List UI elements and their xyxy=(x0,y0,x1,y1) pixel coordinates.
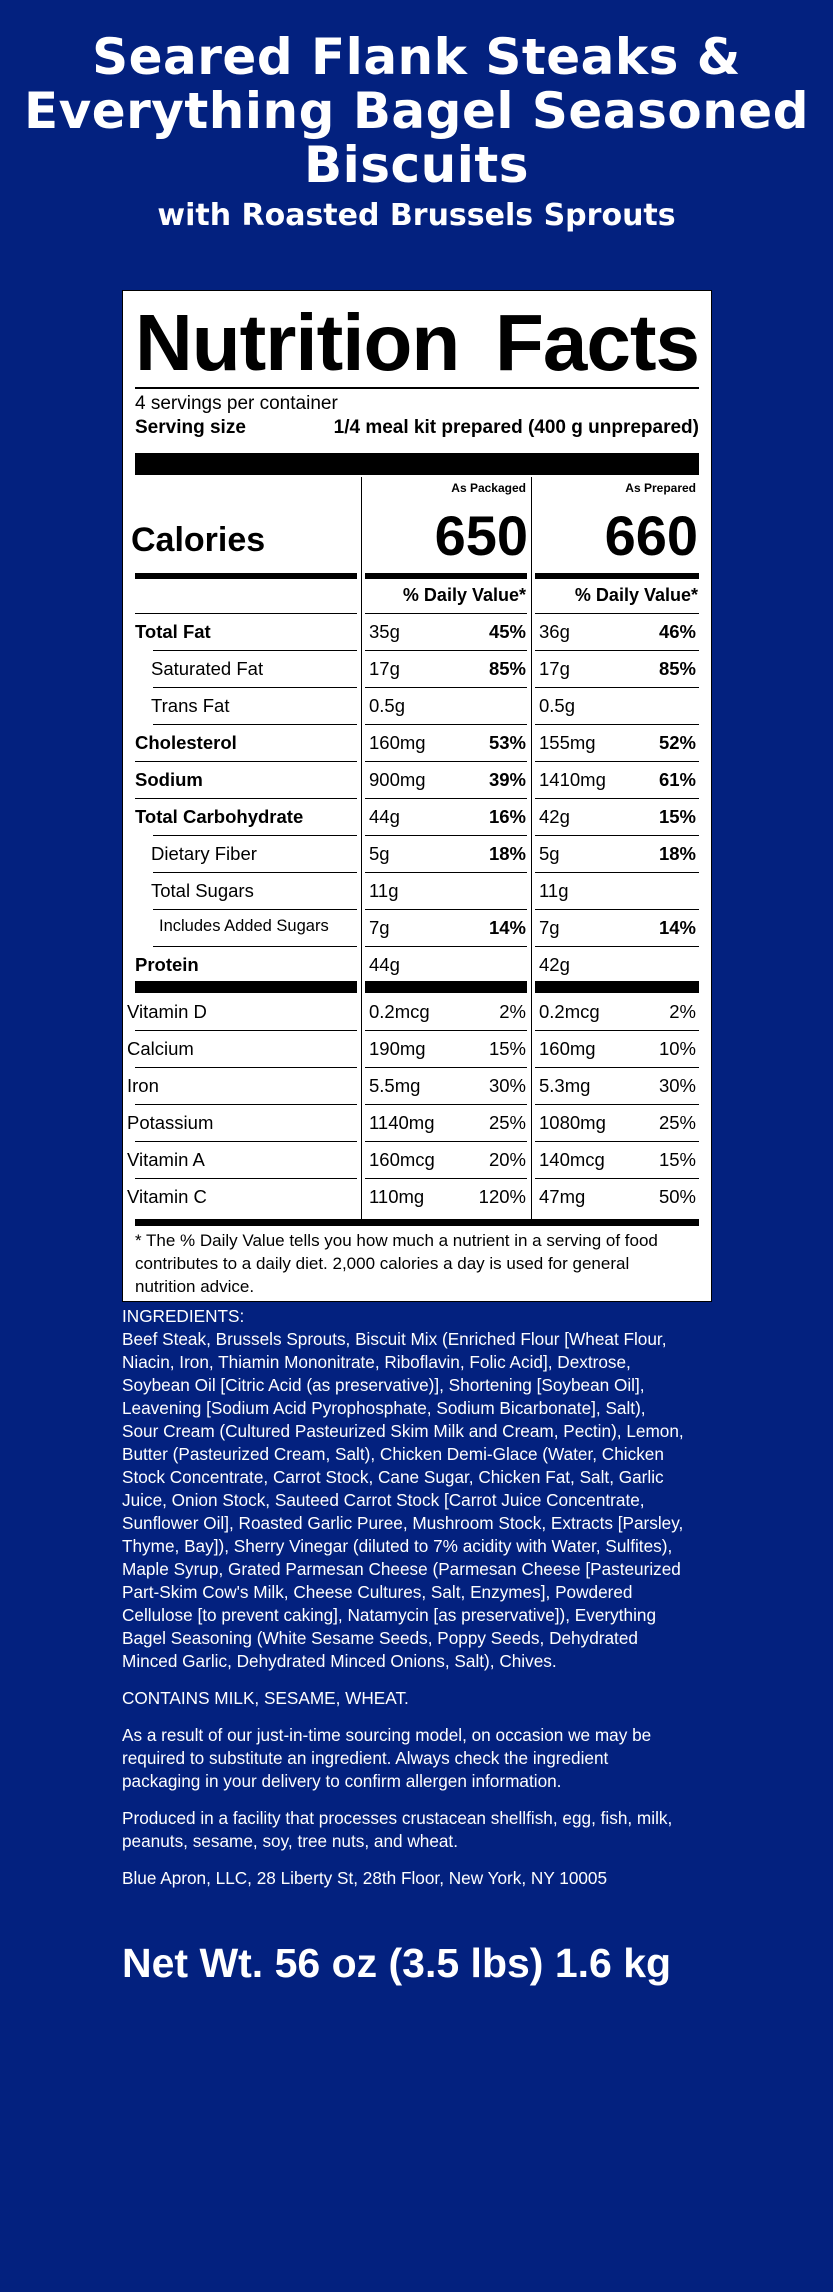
row-rule xyxy=(365,872,527,873)
row-rule xyxy=(135,1141,357,1142)
nutrient-amount-packaged: 44g xyxy=(369,806,400,827)
recipe-title xyxy=(0,30,833,236)
footnote-rule xyxy=(135,1219,699,1226)
vitamin-bar-3 xyxy=(535,981,699,993)
row-rule xyxy=(535,724,699,725)
nutrient-amount-packaged: 7g xyxy=(369,917,390,938)
nutrient-dv-prepared: 52% xyxy=(658,732,696,753)
row-rule xyxy=(535,872,699,873)
row-rule xyxy=(535,687,699,688)
vitamin-dv-packaged: 20% xyxy=(488,1149,526,1170)
row-rule xyxy=(365,835,527,836)
nutrient-amount-prepared: 155mg xyxy=(539,732,596,753)
nutrient-name: Total Sugars xyxy=(151,880,254,901)
ingredient-line: Niacin, Iron, Thiamin Mononitrate, Riboflavin, Folic Acid], Dextrose, xyxy=(122,1352,631,1372)
vitamin-amount-prepared: 140mcg xyxy=(539,1149,605,1170)
ingredients-section xyxy=(122,1305,722,1904)
col-header-packaged: As Packaged xyxy=(451,481,526,495)
vitamin-amount-packaged: 160mcg xyxy=(369,1149,435,1170)
row-rule xyxy=(365,687,527,688)
heading-rule xyxy=(135,387,699,389)
sourcing-line: As a result of our just-in-time sourcing model, on occasion we may be xyxy=(122,1725,652,1745)
nutrient-dv-packaged: 18% xyxy=(488,843,526,864)
ingredient-line: Beef Steak, Brussels Sprouts, Biscuit Mix (Enriched Flour [Wheat Flour, xyxy=(122,1329,667,1349)
vitamin-name: Vitamin A xyxy=(127,1149,205,1170)
calories-rule-1 xyxy=(135,573,357,579)
row-rule xyxy=(365,1104,527,1105)
nutrient-dv-packaged: 45% xyxy=(488,621,526,642)
footnote-line: contributes to a daily diet. 2,000 calories a day is used for general xyxy=(135,1254,630,1273)
nutrient-amount-prepared: 17g xyxy=(539,658,570,679)
facility-line: peanuts, sesame, soy, tree nuts, and wheat. xyxy=(122,1831,458,1851)
nutrient-amount-prepared: 11g xyxy=(539,880,569,901)
row-rule xyxy=(535,946,699,947)
row-rule xyxy=(365,724,527,725)
nutrient-amount-packaged: 5g xyxy=(369,843,390,864)
nutrient-name: Trans Fat xyxy=(151,695,230,716)
nutrient-amount-prepared: 36g xyxy=(539,621,570,642)
calories-label: Calories xyxy=(131,521,266,559)
calories-prepared: 660 xyxy=(604,504,698,567)
vitamin-name: Vitamin C xyxy=(127,1186,207,1207)
row-rule xyxy=(535,909,699,910)
vitamin-dv-packaged: 15% xyxy=(488,1038,526,1059)
vitamin-amount-prepared: 0.2mcg xyxy=(539,1001,600,1022)
nutrient-amount-packaged: 160mg xyxy=(369,732,426,753)
vitamin-dv-packaged: 2% xyxy=(499,1001,526,1022)
serving-size-row xyxy=(135,417,699,439)
sourcing-line: required to substitute an ingredient. Always check the ingredient xyxy=(122,1748,609,1768)
recipe-subtitle: with Roasted Brussels Sprouts xyxy=(157,198,676,233)
row-rule xyxy=(153,946,357,947)
vitamin-amount-prepared: 5.3mg xyxy=(539,1075,591,1096)
nutrient-amount-packaged: 0.5g xyxy=(369,695,406,716)
nutrient-dv-packaged: 16% xyxy=(488,806,526,827)
ingredient-line: Minced Garlic, Dehydrated Minced Onions, Salt), Chives. xyxy=(122,1651,557,1671)
vitamin-name: Vitamin D xyxy=(127,1001,207,1022)
row-rule xyxy=(365,798,527,799)
serving-bar xyxy=(135,453,699,475)
ingredient-line: Juice, Onion Stock, Sauteed Carrot Stock [Carrot Juice Concentrate, xyxy=(122,1490,645,1510)
vitamin-dv-packaged: 25% xyxy=(488,1112,526,1133)
dv-rule-2 xyxy=(365,613,527,614)
row-rule xyxy=(153,872,357,873)
company-address: Blue Apron, LLC, 28 Liberty St, 28th Floor, New York, NY 10005 xyxy=(122,1868,608,1888)
ingredient-line: Cellulose [to prevent caking], Natamycin [as preservative]), Everything xyxy=(122,1605,657,1625)
serving-size-label: Serving size xyxy=(135,417,246,438)
row-rule xyxy=(535,1067,699,1068)
ingredient-line: Butter (Pasteurized Cream, Salt), Chicken Demi-Glace (Water, Chicken xyxy=(122,1444,664,1464)
vitamin-amount-packaged: 5.5mg xyxy=(369,1075,421,1096)
nutrient-dv-packaged: 14% xyxy=(488,917,526,938)
ingredient-line: Sunflower Oil], Roasted Garlic Puree, Mushroom Stock, Extracts [Parsley, xyxy=(122,1513,684,1533)
nutrient-amount-packaged: 900mg xyxy=(369,769,426,790)
nutrient-amount-packaged: 11g xyxy=(369,880,399,901)
nutrient-dv-packaged: 39% xyxy=(488,769,526,790)
facility-line: Produced in a facility that processes crustacean shellfish, egg, fish, milk, xyxy=(122,1808,673,1828)
ingredients-heading: INGREDIENTS: xyxy=(122,1306,245,1326)
nutrient-amount-prepared: 5g xyxy=(539,843,560,864)
nutrient-amount-packaged: 44g xyxy=(369,954,400,975)
vitamin-dv-prepared: 50% xyxy=(658,1186,696,1207)
vitamin-amount-packaged: 190mg xyxy=(369,1038,426,1059)
row-rule xyxy=(153,835,357,836)
nutrient-name: Saturated Fat xyxy=(151,658,264,679)
vitamin-name: Calcium xyxy=(127,1038,194,1059)
nutrient-amount-prepared: 1410mg xyxy=(539,769,606,790)
vitamin-dv-prepared: 25% xyxy=(658,1112,696,1133)
row-rule xyxy=(135,1104,357,1105)
vitamin-dv-prepared: 30% xyxy=(658,1075,696,1096)
vitamin-dv-prepared: 15% xyxy=(658,1149,696,1170)
row-rule xyxy=(535,1141,699,1142)
vitamin-amount-packaged: 0.2mcg xyxy=(369,1001,430,1022)
vitamin-dv-packaged: 30% xyxy=(488,1075,526,1096)
row-rule xyxy=(135,798,357,799)
ingredients-list xyxy=(122,1328,722,1673)
row-rule xyxy=(365,650,527,651)
dv-rule-3 xyxy=(535,613,699,614)
nutrient-dv-prepared: 46% xyxy=(658,621,696,642)
nutrient-dv-prepared: 15% xyxy=(658,806,696,827)
row-rule xyxy=(365,761,527,762)
row-rule xyxy=(153,687,357,688)
row-rule xyxy=(365,909,527,910)
row-rule xyxy=(365,946,527,947)
nutrient-name: Protein xyxy=(135,954,199,975)
ingredient-line: Part-Skim Cow's Milk, Cheese Cultures, Salt, Enzymes], Powdered xyxy=(122,1582,633,1602)
nutrient-amount-prepared: 0.5g xyxy=(539,695,576,716)
footnote-line: * The % Daily Value tells you how much a nutrient in a serving of food xyxy=(135,1231,658,1250)
row-rule xyxy=(365,1178,527,1179)
dv-header-packaged: % Daily Value* xyxy=(402,585,526,605)
nutrient-amount-prepared: 7g xyxy=(539,917,560,938)
row-rule xyxy=(153,650,357,651)
ingredient-line: Soybean Oil [Citric Acid (as preservative)], Shortening [Soybean Oil], xyxy=(122,1375,645,1395)
heading-nutrition: Nutrition xyxy=(135,298,460,387)
vitamin-dv-packaged: 120% xyxy=(478,1186,526,1207)
row-rule xyxy=(365,1030,527,1031)
nutrient-name: Total Fat xyxy=(135,621,211,642)
row-rule xyxy=(535,835,699,836)
nutrient-dv-prepared: 61% xyxy=(658,769,696,790)
nutrient-dv-packaged: 53% xyxy=(488,732,526,753)
nutrient-name: Cholesterol xyxy=(135,732,237,753)
nutrient-dv-prepared: 85% xyxy=(658,658,696,679)
row-rule xyxy=(135,761,357,762)
vitamin-amount-packaged: 110mg xyxy=(369,1186,425,1207)
ingredient-line: Leavening [Sodium Acid Pyrophosphate, Sodium Bicarbonate], Salt), xyxy=(122,1398,646,1418)
nutrient-dv-prepared: 18% xyxy=(658,843,696,864)
vitamin-name: Potassium xyxy=(127,1112,214,1133)
row-rule xyxy=(135,1067,357,1068)
vitamin-bar-2 xyxy=(365,981,527,993)
nutrient-name: Includes Added Sugars xyxy=(159,917,329,935)
title-line-2: Everything Bagel Seasoned xyxy=(23,82,809,140)
col-header-prepared: As Prepared xyxy=(625,481,696,495)
ingredient-line: Stock Concentrate, Carrot Stock, Cane Sugar, Chicken Fat, Salt, Garlic xyxy=(122,1467,664,1487)
calories-rule-3 xyxy=(535,573,699,579)
column-divider-1 xyxy=(361,477,362,1223)
row-rule xyxy=(153,724,357,725)
ingredient-line: Sour Cream (Cultured Pasteurized Skim Milk and Cream, Pectin), Lemon, xyxy=(122,1421,684,1441)
nutrient-name: Total Carbohydrate xyxy=(135,806,304,827)
row-rule xyxy=(153,909,357,910)
facility-note xyxy=(122,1807,722,1853)
heading-facts: Facts xyxy=(495,298,699,387)
title-line-3: Biscuits xyxy=(303,136,530,194)
row-rule xyxy=(365,1141,527,1142)
vitamin-amount-prepared: 47mg xyxy=(539,1186,586,1207)
row-rule xyxy=(535,761,699,762)
vitamin-amount-prepared: 1080mg xyxy=(539,1112,606,1133)
nutrient-amount-prepared: 42g xyxy=(539,954,570,975)
net-weight: Net Wt. 56 oz (3.5 lbs) 1.6 kg xyxy=(122,1940,672,1986)
calories-packaged: 650 xyxy=(434,504,528,567)
row-rule xyxy=(535,1030,699,1031)
footnote xyxy=(135,1229,658,1298)
title-line-1: Seared Flank Steaks & xyxy=(92,28,741,86)
row-rule xyxy=(535,650,699,651)
nutrient-amount-packaged: 17g xyxy=(369,658,400,679)
servings-per-container: 4 servings per container xyxy=(135,393,338,414)
nutrient-name: Dietary Fiber xyxy=(151,843,257,864)
allergen-statement: CONTAINS MILK, SESAME, WHEAT. xyxy=(122,1688,409,1708)
dv-header-prepared: % Daily Value* xyxy=(574,585,698,605)
nutrient-name: Sodium xyxy=(135,769,203,790)
nutrient-dv-packaged: 85% xyxy=(488,658,526,679)
serving-size-value: 1/4 meal kit prepared (400 g unprepared) xyxy=(333,417,699,438)
nutrient-amount-packaged: 35g xyxy=(369,621,400,642)
ingredient-line: Bagel Seasoning (White Sesame Seeds, Poppy Seeds, Dehydrated xyxy=(122,1628,638,1648)
nutrition-facts-panel xyxy=(122,290,712,1302)
vitamin-dv-prepared: 2% xyxy=(669,1001,696,1022)
vitamin-amount-packaged: 1140mg xyxy=(369,1112,435,1133)
ingredient-line: Maple Syrup, Grated Parmesan Cheese (Parmesan Cheese [Pasteurized xyxy=(122,1559,681,1579)
calories-rule-2 xyxy=(365,573,527,579)
sourcing-line: packaging in your delivery to confirm allergen information. xyxy=(122,1771,562,1791)
row-rule xyxy=(535,1104,699,1105)
row-rule xyxy=(365,1067,527,1068)
vitamin-name: Iron xyxy=(127,1075,159,1096)
nutrient-amount-prepared: 42g xyxy=(539,806,570,827)
row-rule xyxy=(135,1030,357,1031)
row-rule xyxy=(135,1178,357,1179)
column-divider-2 xyxy=(531,477,532,1223)
dv-rule-1 xyxy=(135,613,357,614)
vitamin-amount-prepared: 160mg xyxy=(539,1038,596,1059)
nutrient-dv-prepared: 14% xyxy=(658,917,696,938)
sourcing-note xyxy=(122,1724,722,1793)
footnote-line: nutrition advice. xyxy=(135,1277,255,1296)
vitamin-bar-1 xyxy=(135,981,357,993)
ingredient-line: Thyme, Bay]), Sherry Vinegar (diluted to 7% acidity with Water, Sulfites), xyxy=(122,1536,673,1556)
nutrition-facts-heading xyxy=(135,298,699,387)
row-rule xyxy=(535,798,699,799)
vitamin-dv-prepared: 10% xyxy=(658,1038,696,1059)
row-rule xyxy=(535,1178,699,1179)
